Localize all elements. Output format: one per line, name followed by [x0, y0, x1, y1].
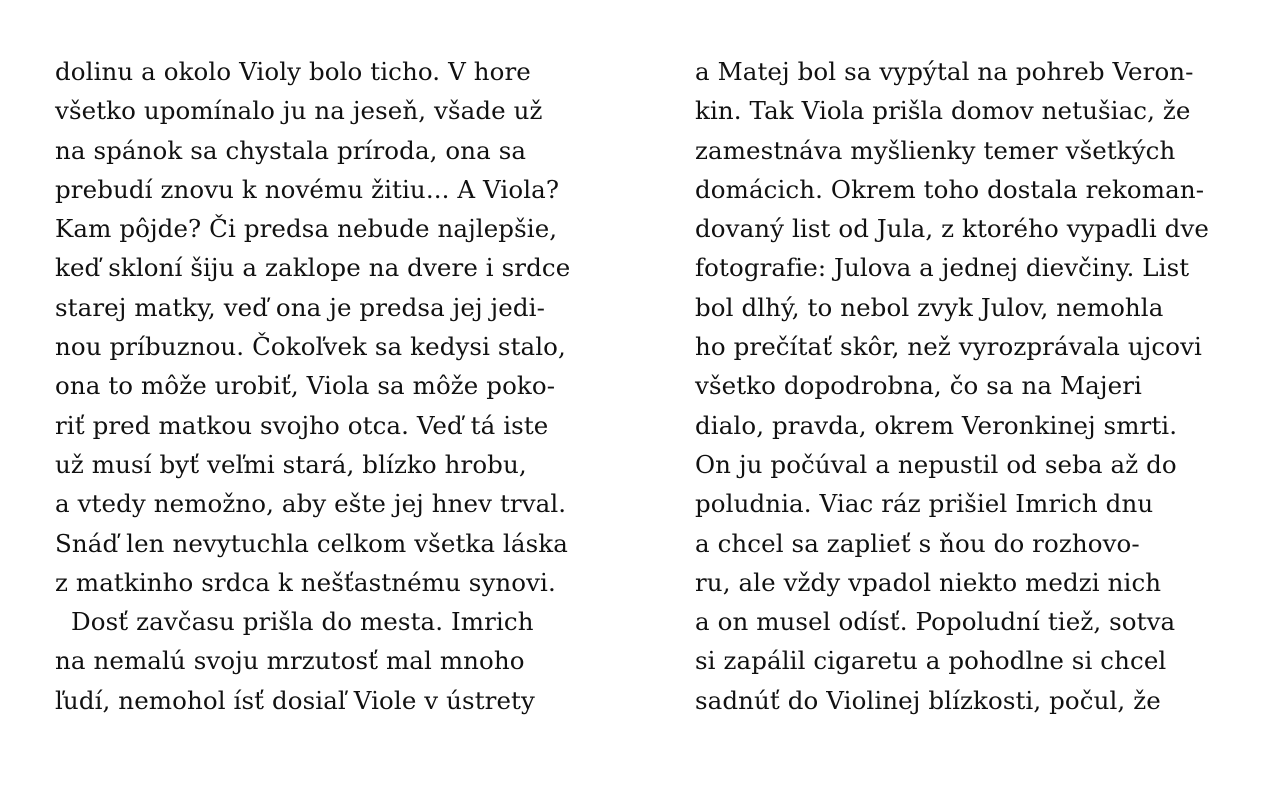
text-line: starej matky, veď ona je predsa jej jedi- — [55, 292, 545, 322]
text-line: si zapálil cigaretu a pohodlne si chcel — [695, 646, 1167, 676]
text-line: Snáď len nevytuchla celkom všetka láska — [55, 528, 568, 558]
text-line: všetko dopodrobna, čo sa na Majeri — [695, 371, 1142, 401]
text-line: dovaný list od Jula, z ktorého vypadli dve — [695, 214, 1210, 244]
text-line: prebudí znovu k novému žitiu... A Viola? — [55, 174, 560, 204]
text-line: On ju počúval a nepustil od seba až do — [695, 449, 1177, 479]
text-line: a Matej bol sa vypýtal na pohreb Veron- — [695, 57, 1194, 86]
text-line: Kam pôjde? Či predsa nebude najlepšie, — [55, 214, 558, 244]
text-line: ho prečítať skôr, než vyrozprávala ujcovi — [695, 332, 1202, 362]
text-line: dolinu a okolo Violy bolo ticho. V hore — [55, 57, 531, 86]
text-line: domácich. Okrem toho dostala rekoman- — [695, 174, 1205, 204]
text-line: ru, ale vždy vpadol niekto medzi nich — [695, 567, 1162, 597]
text-line: už musí byť veľmi stará, blízko hrobu, — [55, 449, 527, 479]
text-line: bol dlhý, to nebol zvyk Julov, nemohla — [695, 292, 1164, 322]
left-page — [55, 52, 615, 720]
text-line: a vtedy nemožno, aby ešte jej hnev trval. — [55, 489, 567, 519]
text-line: ona to môže urobiť, Viola sa môže poko- — [55, 371, 556, 401]
text-line: poludnia. Viac ráz prišiel Imrich dnu — [695, 489, 1154, 519]
text-line: dialo, pravda, okrem Veronkinej smrti. — [695, 410, 1178, 440]
text-line: nou príbuznou. Čokoľvek sa kedysi stalo, — [55, 332, 566, 362]
text-line: riť pred matkou svojho otca. Veď tá iste — [55, 410, 549, 440]
paragraph-start-line: Dosť zavčasu prišla do mesta. Imrich — [71, 607, 534, 637]
text-line: keď skloní šiju a zaklope na dvere i srdce — [55, 253, 571, 283]
text-line: kin. Tak Viola prišla domov netušiac, že — [695, 96, 1191, 126]
text-line: všetko upomínalo ju na jeseň, všade už — [55, 96, 543, 126]
text-line: na nemalú svoju mrzutosť mal mnoho — [55, 646, 525, 676]
text-line: na spánok sa chystala príroda, ona sa — [55, 135, 527, 165]
text-line: z matkinho srdca k nešťastnému synovi. — [55, 567, 556, 597]
text-line: a chcel sa zaplieť s ňou do rozhovo- — [695, 528, 1140, 558]
text-line: sadnúť do Violinej blízkosti, počul, že — [695, 685, 1161, 715]
text-line: zamestnáva myšlienky temer všetkých — [695, 135, 1176, 165]
text-line: fotografie: Julova a jednej dievčiny. List — [695, 253, 1190, 283]
right-page — [695, 52, 1255, 720]
text-line: ľudí, nemohol ísť dosiaľ Viole v ústrety — [55, 685, 535, 715]
text-line: a on musel odísť. Popoludní tiež, sotva — [695, 607, 1176, 637]
